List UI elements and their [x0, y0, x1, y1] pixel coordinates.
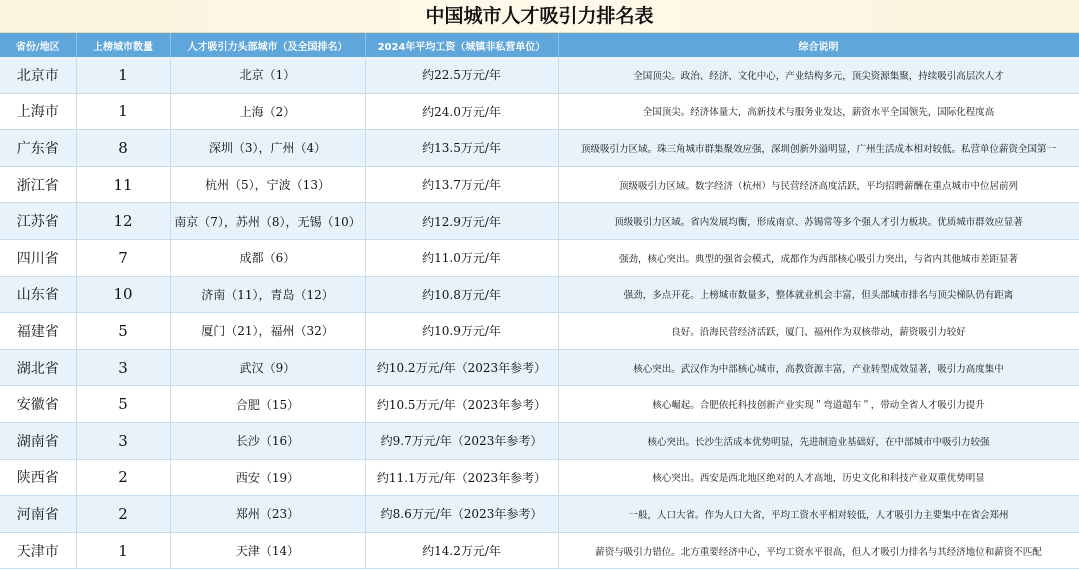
table-row: [0, 57, 1079, 93]
cell-cities: 杭州（5），宁波（13）: [170, 166, 365, 203]
ranking-table: [0, 33, 1079, 569]
cell-description: 全国顶尖。经济体量大，高新技术与服务业发达，薪资水平全国领先，国际化程度高: [558, 93, 1079, 130]
header-cities: 人才吸引力头部城市（及全国排名）: [170, 33, 365, 57]
cell-description: 核心突出。长沙生活成本优势明显，先进制造业基础好，在中部城市中吸引力较强: [558, 422, 1079, 459]
table-body: [0, 57, 1079, 569]
cell-province: 河南省: [0, 496, 76, 533]
cell-wage: 约9.7万元/年（2023年参考）: [365, 422, 558, 459]
cell-description: 强劲，核心突出。典型的强省会模式，成都作为西部核心吸引力突出，与省内其他城市差距显著: [558, 239, 1079, 276]
table-row: [0, 130, 1079, 167]
cell-province: 湖南省: [0, 422, 76, 459]
cell-description: 良好。沿海民营经济活跃，厦门、福州作为双核带动，薪资吸引力较好: [558, 313, 1079, 350]
cell-count: 10: [76, 276, 170, 313]
table-row: [0, 349, 1079, 386]
cell-province: 天津市: [0, 532, 76, 569]
cell-province: 安徽省: [0, 386, 76, 423]
cell-cities: 北京（1）: [170, 57, 365, 93]
cell-cities: 武汉（9）: [170, 349, 365, 386]
cell-cities: 合肥（15）: [170, 386, 365, 423]
table-row: [0, 276, 1079, 313]
table-row: [0, 239, 1079, 276]
cell-wage: 约13.7万元/年: [365, 166, 558, 203]
cell-cities: 西安（19）: [170, 459, 365, 496]
cell-cities: 厦门（21），福州（32）: [170, 313, 365, 350]
table-row: [0, 93, 1079, 130]
cell-wage: 约11.0万元/年: [365, 239, 558, 276]
table-row: [0, 313, 1079, 350]
cell-description: 全国顶尖。政治、经济、文化中心，产业结构多元，顶尖资源集聚，持续吸引高层次人才: [558, 57, 1079, 93]
cell-wage: 约10.2万元/年（2023年参考）: [365, 349, 558, 386]
cell-cities: 天津（14）: [170, 532, 365, 569]
table-title: 中国城市人才吸引力排名表: [0, 0, 1079, 33]
cell-province: 北京市: [0, 57, 76, 93]
cell-cities: 上海（2）: [170, 93, 365, 130]
cell-province: 四川省: [0, 239, 76, 276]
cell-province: 浙江省: [0, 166, 76, 203]
cell-count: 5: [76, 313, 170, 350]
cell-province: 福建省: [0, 313, 76, 350]
cell-cities: 济南（11），青岛（12）: [170, 276, 365, 313]
table-row: [0, 422, 1079, 459]
cell-province: 江苏省: [0, 203, 76, 240]
cell-count: 3: [76, 422, 170, 459]
cell-description: 核心突出。武汉作为中部核心城市，高教资源丰富，产业转型成效显著，吸引力高度集中: [558, 349, 1079, 386]
header-row: [0, 33, 1079, 57]
cell-description: 顶级吸引力区域。数字经济（杭州）与民营经济高度活跃，平均招聘薪酬在重点城市中位居前列: [558, 166, 1079, 203]
cell-count: 1: [76, 532, 170, 569]
cell-cities: 深圳（3），广州（4）: [170, 130, 365, 167]
table-row: [0, 203, 1079, 240]
cell-count: 1: [76, 57, 170, 93]
cell-wage: 约11.1万元/年（2023年参考）: [365, 459, 558, 496]
table-row: [0, 459, 1079, 496]
header-wage: 2024年平均工资（城镇非私营单位）: [365, 33, 558, 57]
cell-wage: 约22.5万元/年: [365, 57, 558, 93]
cell-province: 广东省: [0, 130, 76, 167]
cell-wage: 约13.5万元/年: [365, 130, 558, 167]
cell-count: 1: [76, 93, 170, 130]
cell-description: 一般，人口大省。作为人口大省，平均工资水平相对较低，人才吸引力主要集中在省会郑州: [558, 496, 1079, 533]
cell-description: 强劲，多点开花。上榜城市数量多，整体就业机会丰富，但头部城市排名与顶尖梯队仍有距离: [558, 276, 1079, 313]
cell-count: 7: [76, 239, 170, 276]
cell-count: 2: [76, 459, 170, 496]
cell-wage: 约10.8万元/年: [365, 276, 558, 313]
cell-province: 湖北省: [0, 349, 76, 386]
cell-province: 陕西省: [0, 459, 76, 496]
header-description: 综合说明: [558, 33, 1079, 57]
cell-wage: 约10.5万元/年（2023年参考）: [365, 386, 558, 423]
cell-description: 薪资与吸引力错位。北方重要经济中心，平均工资水平很高，但人才吸引力排名与其经济地位和薪资不匹配: [558, 532, 1079, 569]
cell-count: 8: [76, 130, 170, 167]
cell-description: 顶级吸引力区域。珠三角城市群集聚效应强，深圳创新外溢明显，广州生活成本相对较低。私营单位薪资全国第一: [558, 130, 1079, 167]
cell-description: 顶级吸引力区域。省内发展均衡，形成南京、苏锡常等多个强人才引力板块。优质城市群效应显著: [558, 203, 1079, 240]
table-row: [0, 496, 1079, 533]
cell-count: 2: [76, 496, 170, 533]
cell-cities: 南京（7），苏州（8），无锡（10）: [170, 203, 365, 240]
table-header: [0, 33, 1079, 57]
cell-wage: 约24.0万元/年: [365, 93, 558, 130]
cell-province: 山东省: [0, 276, 76, 313]
cell-wage: 约12.9万元/年: [365, 203, 558, 240]
cell-count: 11: [76, 166, 170, 203]
header-count: 上榜城市数量: [76, 33, 170, 57]
cell-cities: 成都（6）: [170, 239, 365, 276]
cell-cities: 长沙（16）: [170, 422, 365, 459]
header-province: 省份/地区: [0, 33, 76, 57]
cell-count: 12: [76, 203, 170, 240]
cell-cities: 郑州（23）: [170, 496, 365, 533]
cell-description: 核心崛起。合肥依托科技创新产业实现＂弯道超车＂，带动全省人才吸引力提升: [558, 386, 1079, 423]
table-row: [0, 532, 1079, 569]
cell-wage: 约8.6万元/年（2023年参考）: [365, 496, 558, 533]
cell-wage: 约14.2万元/年: [365, 532, 558, 569]
cell-wage: 约10.9万元/年: [365, 313, 558, 350]
table-row: [0, 386, 1079, 423]
table-row: [0, 166, 1079, 203]
cell-count: 3: [76, 349, 170, 386]
cell-province: 上海市: [0, 93, 76, 130]
cell-description: 核心突出。西安是西北地区绝对的人才高地，历史文化和科技产业双重优势明显: [558, 459, 1079, 496]
cell-count: 5: [76, 386, 170, 423]
